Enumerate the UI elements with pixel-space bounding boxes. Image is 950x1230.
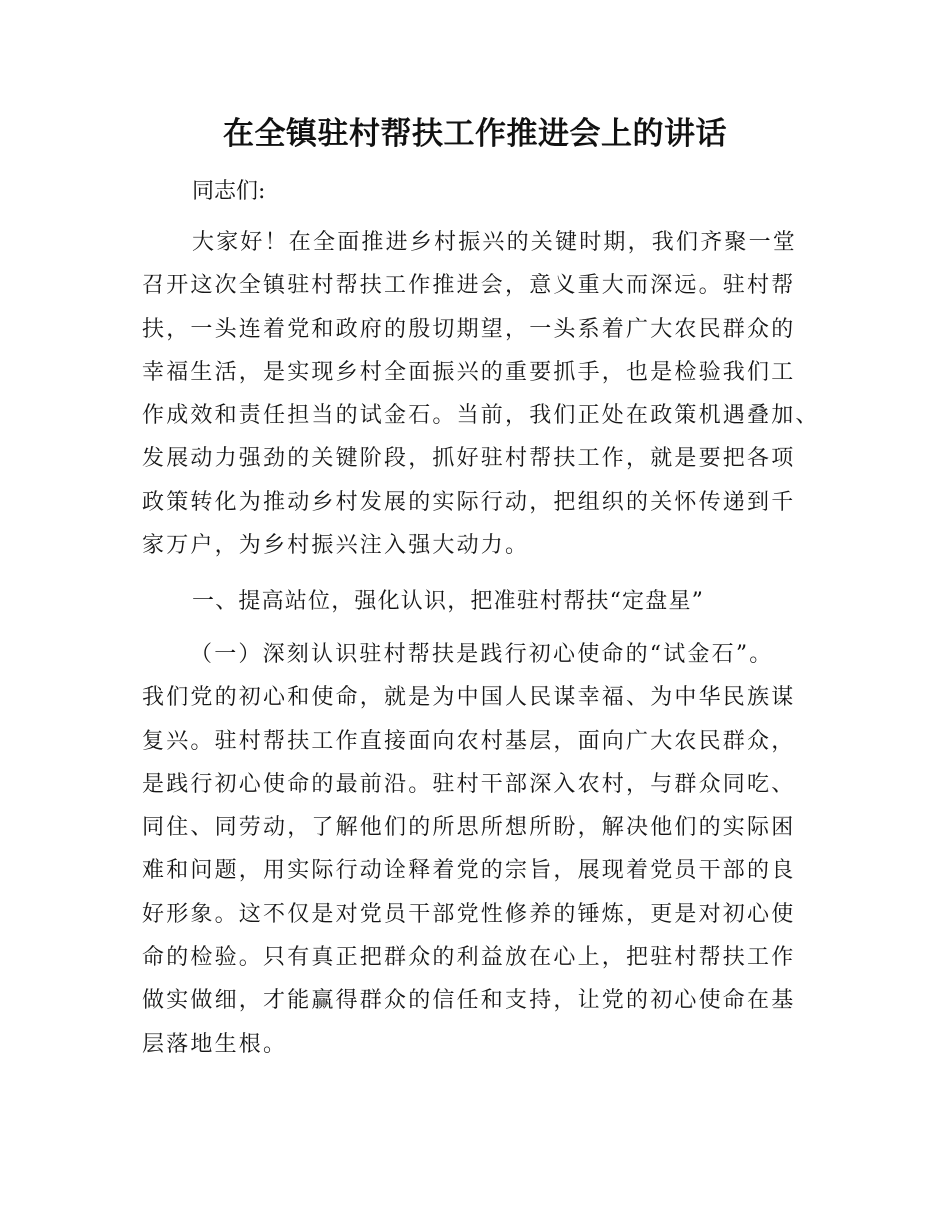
section-heading: 一、提高站位，强化认识，把准驻村帮扶“定盘星”	[192, 589, 705, 614]
paragraph-line: 召开这次全镇驻村帮扶工作推进会，意义重大而深远。驻村帮	[142, 273, 796, 299]
paragraph-line: 难和问题，用实际行动诠释着党的宗旨，展现着党员干部的良	[142, 858, 796, 884]
paragraph-line: 好形象。这不仅是对党员干部党性修养的锤炼，更是对初心使	[142, 901, 796, 927]
paragraph-line: 幸福生活，是实现乡村全面振兴的重要抓手，也是检验我们工	[142, 359, 796, 385]
paragraph-line: 政策转化为推动乡村发展的实际行动，把组织的关怀传递到千	[142, 489, 796, 515]
paragraph-line: 是践行初心使命的最前沿。驻村干部深入农村，与群众同吃、	[142, 771, 796, 797]
paragraph-line: （一）深刻认识驻村帮扶是践行初心使命的“试金石”。	[190, 642, 774, 667]
paragraph-line: 命的检验。只有真正把群众的利益放在心上，把驻村帮扶工作	[142, 945, 796, 971]
paragraph-line: 同住、同劳动，了解他们的所思所想所盼，解决他们的实际困	[142, 815, 796, 841]
paragraph-line: 家万户，为乡村振兴注入强大动力。	[142, 533, 530, 559]
paragraph-line: 复兴。驻村帮扶工作直接面向农村基层，面向广大农民群众，	[142, 728, 796, 754]
document-title: 在全镇驻村帮扶工作推进会上的讲话	[223, 116, 727, 152]
paragraph-line: 层落地生根。	[142, 1031, 288, 1057]
greeting: 同志们:	[192, 179, 266, 204]
paragraph-line: 扶，一头连着党和政府的殷切期望，一头系着广大农民群众的	[142, 316, 796, 342]
paragraph-opening	[142, 221, 832, 567]
paragraph-line: 大家好！在全面推进乡村振兴的关键时期，我们齐聚一堂	[192, 230, 798, 255]
paragraph-line: 我们党的初心和使命，就是为中国人民谋幸福、为中华民族谋	[142, 685, 796, 711]
paragraph-line: 做实做细，才能赢得群众的信任和支持，让党的初心使命在基	[142, 988, 796, 1014]
paragraph-section1	[142, 633, 832, 1066]
paragraph-line: 发展动力强劲的关键阶段，抓好驻村帮扶工作，就是要把各项	[142, 446, 796, 472]
paragraph-line: 作成效和责任担当的试金石。当前，我们正处在政策机遇叠加、	[142, 403, 820, 429]
